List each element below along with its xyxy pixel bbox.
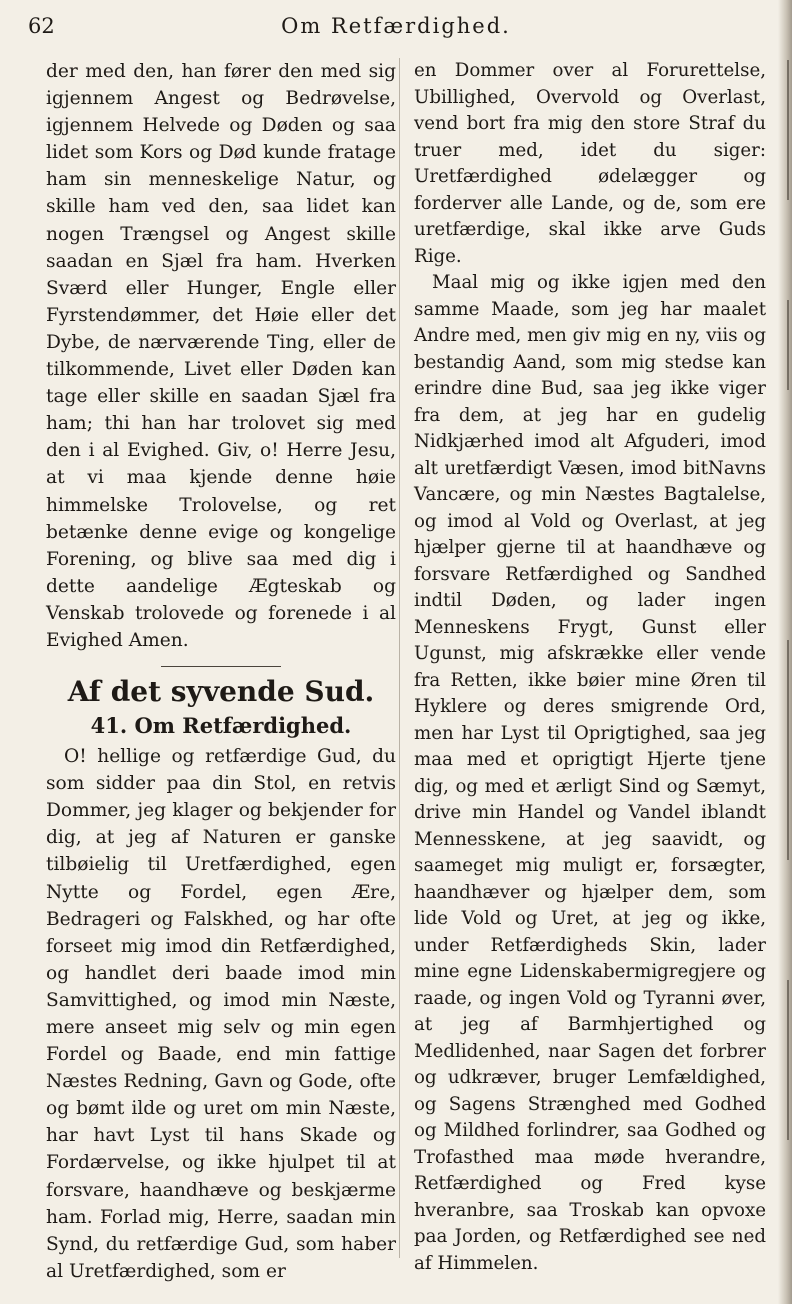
page-number: 62: [28, 14, 55, 38]
right-column: [414, 58, 766, 1277]
page-edge-mark: [787, 300, 789, 390]
page-edge-mark: [787, 980, 789, 1140]
page-edge-mark: [787, 60, 789, 200]
page-edge-shadow: [778, 0, 792, 1304]
page-header: [28, 8, 764, 42]
page-edge-mark: [787, 640, 789, 860]
left-paragraph-1: der med den, han fører den med sig igjennem Angest og Bedrøvelse, igjennem Helvede og Døden og saa lidet som Kors og Død kunde fratage ham sin menneskelige Natur, og skille ham ved den, saa lidet kan nogen Trængsel og Angest skille saadan en Sjæl fra ham. Hverken Sværd eller Hunger, Engle eller Fyrstendømmer, det Høie eller det Dybe, de nærværende Ting, eller de tilkommende, Livet eller Døden kan tage eller skille en saadan Sjæl fra ham; thi han har trolovet sig med den i al Evighed. Giv, o! Herre Jesu, at vi maa kjende denne høie himmelske Trolovelse, og ret betænke denne evige og kongelige Forening, og blive saa med dig i dette aandelige Ægteskab og Venskab trolovede og forenede i al Evighed Amen.: [46, 61, 396, 651]
left-column: [46, 58, 396, 1285]
column-divider: [399, 58, 400, 1258]
section-divider-rule: [161, 666, 281, 667]
right-paragraph-1: en Dommer over al Forurettelse, Ubillighed, Overvold og Overlast, vend bort fra mig den store Straf du truer med, idet du siger: Uretfærdighed ødelægger og forderver alle Lande, og de, som ere uretfærdige, skal ikke arve Guds Rige.: [414, 60, 766, 267]
prayer-title: 41. Om Retfærdighed.: [90, 713, 352, 739]
section-title: Af det syvende Sud.: [67, 675, 375, 709]
left-paragraph-2: O! hellige og retfærdige Gud, du som sidder paa din Stol, en retvis Dommer, jeg klager og bekjender for dig, at jeg af Naturen er ganske tilbøielig til Uretfærdighed, egen Nytte og Fordel, egen Ære, Bedrageri og Falskhed, og har ofte forseet mig imod din Retfærdighed, og handlet deri baade imod min Samvittighed, og imod min Næste, mere anseet mig selv og min egen Fordel og Baade, end min fattige Næstes Redning, Gavn og Gode, ofte og bømt ilde og uret om min Næste, har havt Lyst til hans Skade og Fordærvelse, og ikke hjulpet til at forsvare, haandhæve og beskjærme ham. Forlad mig, Herre, saadan min Synd, du retfærdige Gud, som haber al Uretfærdighed, som er: [46, 746, 396, 1282]
running-title: Om Retfærdighed.: [281, 14, 511, 38]
right-paragraph-2: Maal mig og ikke igjen med den samme Maade, som jeg har maalet Andre med, men giv mig en ny, viis og bestandig Aand, som mig stedse kan erindre dine Bud, saa jeg ikke viger fra dem, at jeg har en gudelig Nidkjærhed imod alt Afguderi, imod alt uretfærdigt Væsen, imod bitNavns Vancære, og min Næstes Bagtalelse, og imod al Vold og Overlast, at jeg hjælper gjerne til at haandhæve og forsvare Retfærdighed og Sandhed indtil Døden, og lader ingen Menneskens Frygt, Gunst eller Ugunst, mig afskrække eller vende fra Retten, ikke bøier mine Øren til Hyklere og deres smigrende Ord, men har Lyst til Oprigtighed, saa jeg maa med et oprigtigt Hjerte tjene dig, og med et ærligt Sind og Sæmyt, drive min Handel og Vandel iblandt Mennesskene, at jeg saavidt, og saameget mig muligt er, forsægter, haandhæver og hjælper dem, som lide Vold og Uret, at jeg og ikke, under Retfærdigheds Skin, lader mine egne Lidenskabermigregjere og raade, og ingen Vold og Tyranni øver, at jeg af Barmhjertighed og Medlidenhed, naar Sagen det forbrer og udkræver, bruger Lemfældighed, og Sagens Strænghed med Godhed og Mildhed forlindrer, saa Godhed og Trofasthed maa møde hverandre, Retfærdighed og Fred kyse hveranbre, saa Troskab kan opvoxe paa Jorden, og Retfærdighed see ned af Himmelen.: [414, 272, 766, 1274]
